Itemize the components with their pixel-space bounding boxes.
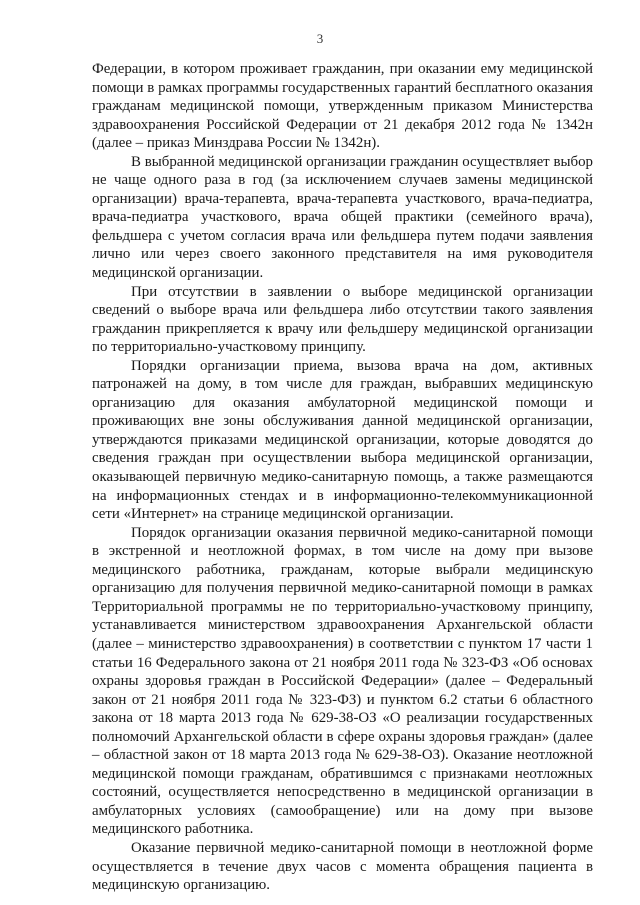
paragraph-reception-procedures: Порядки организации приема, вызова врача на дом, активных патронажей на дому, в том числе для граждан, выбравших медицинскую организацию для оказания амбулаторной медицинской помощи и проживающих вне зоны обслуживания данной медицинской организации, утверждаются приказами медицинской организации, которые доводятся до сведения граждан при осуществлении выбора медицинской организации, оказывающей первичную медико-санитарную помощь, а также размещаются на информационных стендах и в информационно-телекоммуникационной сети «Интернет» на странице медицинской организации.: [92, 357, 593, 523]
paragraph-no-choice: При отсутствии в заявлении о выборе медицинской организации сведений о выборе врача или фельдшера либо отсутствии такого заявления гражданин прикрепляется к врачу или фельдшеру медицинской организации по территориально-участковому принципу.: [92, 283, 593, 356]
paragraph-continuation: Федерации, в котором проживает гражданин, при оказании ему медицинской помощи в рамках программы государственных гарантий бесплатного оказания гражданам медицинской помощи, утвержденным приказом Министерства здравоохранения Российской Федерации от 21 декабря 2012 года № 1342н (далее – приказ Минздрава России № 1342н).: [92, 61, 593, 152]
page-number: 3: [316, 31, 324, 46]
paragraph-doctor-choice: В выбранной медицинской организации гражданин осуществляет выбор не чаще одного раза в год (за исключением случаев замены медицинской организации) врача-терапевта, врача-терапевта участкового, врача-педиатра, врача-педиатра участкового, врача общей практики (семейного врача), фельдшера с учетом согласия врача или фельдшера путем подачи заявления лично или через своего законного представителя на имя руководителя медицинской организации.: [92, 153, 593, 282]
paragraph-emergency-care-procedure: Порядок организации оказания первичной медико-санитарной помощи в экстренной и неотложной формах, в том числе на дому при вызове медицинского работника, гражданам, которые выбрали медицинскую организацию для получения первичной медико-санитарной помощи в рамках Территориальной программы не по территориально-участковому принципу, устанавливается министерством здравоохранения Архангельской области (далее – министерство здравоохранения) в соответствии с пунктом 17 части 1 статьи 16 Федерального закона от 21 ноября 2011 года № 323-ФЗ «Об основах охраны здоровья граждан в Российской Федерации» (далее – Федеральный закон от 21 ноября 2011 года № 323-ФЗ) и пунктом 6.2 статьи 6 областного закона от 18 марта 2013 года № 629-38-ОЗ «О реализации государственных полномочий Архангельской области в сфере охраны здоровья граждан» (далее – областной закон от 18 марта 2013 года № 629-38-ОЗ). Оказание неотложной медицинской помощи гражданам, обратившимся с признаками неотложных состояний, осуществляется непосредственно в медицинской организации в амбулаторных условиях (самообращение) или на дому при вызове медицинского работника.: [92, 524, 593, 838]
document-body: [92, 60, 593, 895]
paragraph-urgent-care-timing: Оказание первичной медико-санитарной помощи в неотложной форме осуществляется в течение двух часов с момента обращения пациента в медицинскую организацию.: [92, 839, 593, 894]
